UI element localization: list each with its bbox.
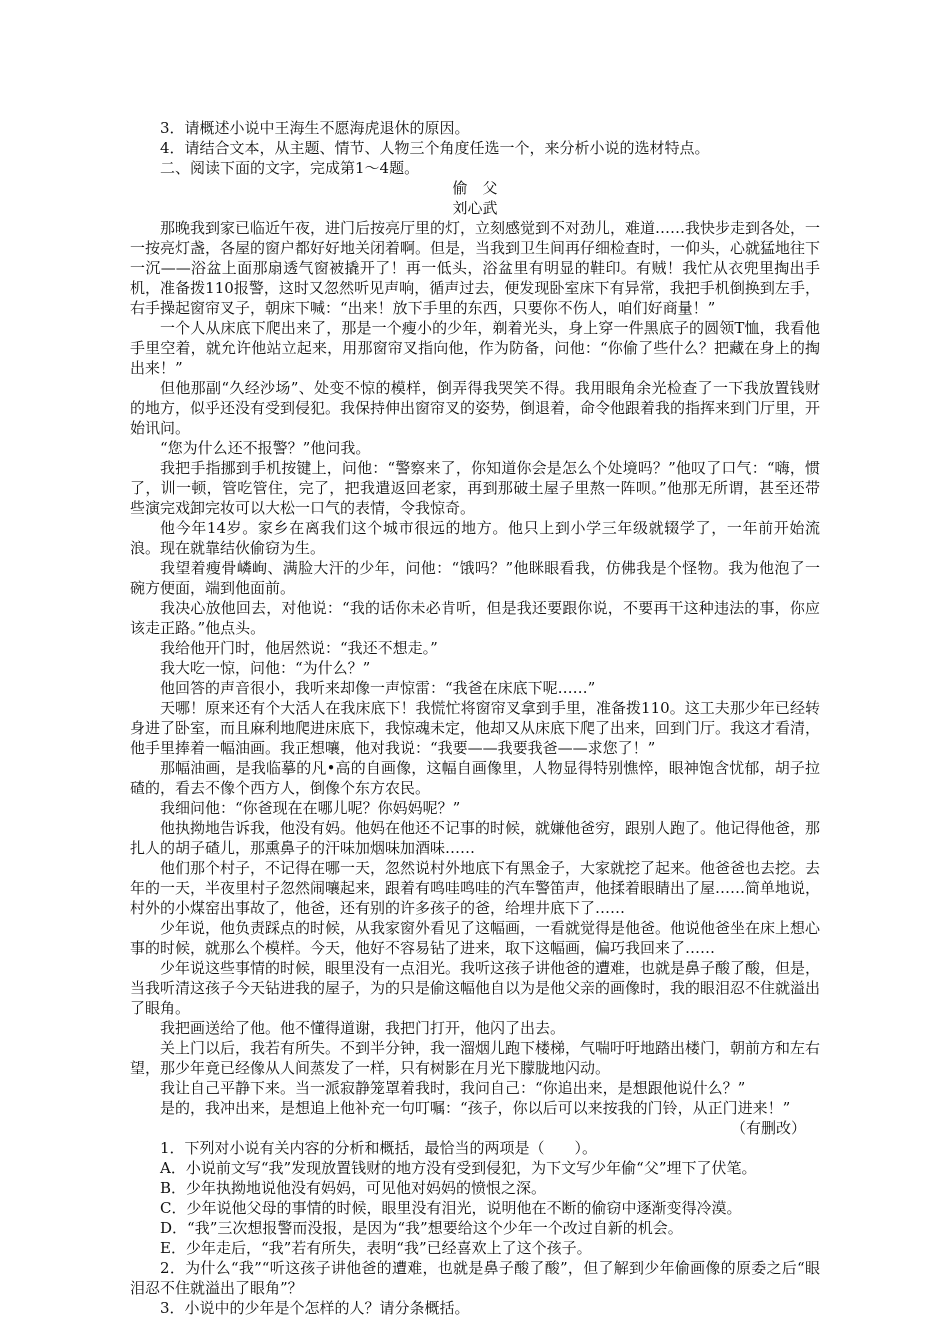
story-title: 偷 父 <box>452 179 498 197</box>
story-paragraph: 那幅油画，是我临摹的凡•高的自画像，这幅自画像里，人物显得特别憔悴，眼神饱含忧郁，胡子拉碴的，看去不像个西方人，倒像个东方农民。 <box>130 759 820 797</box>
story-paragraph: 他回答的声音很小，我听来却像一声惊雷：“我爸在床底下呢……” <box>160 679 596 697</box>
story-paragraph: 我望着瘦骨嶙峋、满脸大汗的少年，问他：“饿吗？”他眯眼看我，仿佛我是个怪物。我为他泡了一碗方便面，端到他面前。 <box>130 559 820 597</box>
story-paragraph: 我把手指挪到手机按键上，问他：“警察来了，你知道你会是怎么个处境吗？”他叹了口气：“嗨，惯了，训一顿，管吃管住，完了，把我遣返回老家，再到那破土屋子里熬一阵呗。”他那无所谓，甚至还带些演完戏卸完妆可以大松一口气的表情，令我惊奇。 <box>130 459 820 517</box>
story-paragraph: 他今年14岁。家乡在离我们这个城市很远的地方。他只上到小学三年级就辍学了，一年前开始流浪。现在就靠结伙偷窃为生。 <box>130 519 820 557</box>
story-paragraph: 那晚我到家已临近午夜，进门后按亮厅里的灯，立刻感觉到不对劲儿，难道……我快步走到各处，一一按亮灯盏，各屋的窗户都好好地关闭着啊。但是，当我到卫生间再仔细检查时，一仰头，心就猛地往下一沉——浴盆上面那扇透气窗被撬开了！再一低头，浴盆里有明显的鞋印。有贼！我忙从衣兜里掏出手机，准备拨110报警，这时又忽然听见声响，循声过去，便发现卧室床下有异常，我把手机倒换到左手，右手操起窗帘叉子，朝床下喊：“出来！放下手里的东西，只要你不伤人，咱们好商量！” <box>130 219 821 317</box>
story-paragraph: 我细问他：“你爸现在在哪儿呢？你妈妈呢？” <box>160 799 461 817</box>
story-paragraph: 我让自己平静下来。当一派寂静笼罩着我时，我问自己：“你追出来，是想跟他说什么？” <box>160 1079 746 1097</box>
question: 2．为什么“我”“听这孩子讲他爸的遭难，也就是鼻子酸了酸”，但了解到少年偷画像的原委之后“眼泪忍不住就溢出了眼角”？ <box>130 1259 820 1297</box>
intro-question: 4．请结合文本，从主题、情节、人物三个角度任选一个，来分析小说的选材特点。 <box>160 139 710 157</box>
question: 1．下列对小说有关内容的分析和概括，最恰当的两项是（ ）。 <box>160 1139 598 1157</box>
story-paragraph: 他执拗地告诉我，他没有妈。他妈在他还不记事的时候，就嫌他爸穷，跟别人跑了。他记得他爸，那扎人的胡子碴儿，那熏鼻子的汗味加烟味加酒味…… <box>130 819 821 857</box>
intro-question: 3．请概述小说中王海生不愿海虎退休的原因。 <box>160 119 470 137</box>
answer-option-e: E．少年走后，“我”若有所失，表明“我”已经喜欢上了这个孩子。 <box>160 1239 592 1257</box>
story-paragraph: 一个人从床底下爬出来了，那是一个瘦小的少年，剃着光头，身上穿一件黑底子的圆领T恤，我看他手里空着，就允许他站立起来，用那窗帘叉指向他，作为防备，问他：“你偷了些什么？把藏在身上的掏出来！” <box>130 319 820 377</box>
story-paragraph: 我决心放他回去，对他说：“我的话你未必肯听，但是我还要跟你说，不要再干这种违法的事，你应该走正路。”他点头。 <box>130 599 820 637</box>
section-heading: 二、阅读下面的文字，完成第1～4题。 <box>160 159 420 177</box>
story-paragraph: 我大吃一惊，问他：“为什么？” <box>160 659 371 677</box>
document-page <box>130 118 820 1318</box>
story-paragraph: 是的，我冲出来，是想追上他补充一句叮嘱：“孩子，你以后可以来按我的门铃，从正门进来！” <box>160 1099 791 1117</box>
story-paragraph: 少年说这些事情的时候，眼里没有一点泪光。我听这孩子讲他爸的遭难，也就是鼻子酸了酸，但是，当我听清这孩子今天钻进我的屋子，为的只是偷这幅他自以为是他父亲的画像时，我的眼泪忍不住就溢出了眼角。 <box>130 959 821 1017</box>
source-note: （有删改） <box>730 1119 806 1137</box>
answer-option-b: B．少年执拗地说他没有妈妈，可见他对妈妈的愤恨之深。 <box>160 1179 547 1197</box>
story-paragraph: 他们那个村子，不记得在哪一天，忽然说村外地底下有黑金子，大家就挖了起来。他爸爸也去挖。去年的一天，半夜里村子忽然闹嚷起来，跟着有鸣哇鸣哇的汽车警笛声，他揉着眼睛出了屋……简单地说，村外的小煤窑出事故了，他爸，还有别的许多孩子的爸，给埋井底下了…… <box>130 859 821 917</box>
story-paragraph: 少年说，他负责踩点的时候，从我家窗外看见了这幅画，一看就觉得是他爸。他说他爸坐在床上想心事的时候，就那么个模样。今天，他好不容易钻了进来，取下这幅画，偏巧我回来了…… <box>130 919 821 957</box>
question: 3．小说中的少年是个怎样的人？请分条概括。 <box>160 1299 470 1317</box>
story-paragraph: 但他那副“久经沙场”、处变不惊的模样，倒弄得我哭笑不得。我用眼角余光检查了一下我放置钱财的地方，似乎还没有受到侵犯。我保持伸出窗帘叉的姿势，倒退着，命令他跟着我的指挥来到门厅里，开始讯问。 <box>130 379 821 437</box>
story-paragraph: 关上门以后，我若有所失。不到半分钟，我一溜烟儿跑下楼梯，气喘吁吁地踏出楼门，朝前方和左右望，那少年竟已经像从人间蒸发了一样，只有树影在月光下朦胧地闪动。 <box>130 1039 821 1077</box>
story-paragraph: 我把画送给了他。他不懂得道谢，我把门打开，他闪了出去。 <box>160 1019 566 1037</box>
answer-option-a: A．小说前文写“我”发现放置钱财的地方没有受到侵犯，为下文写少年偷“父”埋下了伏笔。 <box>160 1159 757 1177</box>
answer-option-d: D．“我”三次想报警而没报，是因为“我”想要给这个少年一个改过自新的机会。 <box>160 1219 683 1237</box>
answer-option-c: C．少年说他父母的事情的时候，眼里没有泪光，说明他在不断的偷窃中逐渐变得冷漠。 <box>160 1199 742 1217</box>
story-paragraph: “您为什么还不报警？”他问我。 <box>160 439 371 457</box>
story-paragraph: 天哪！原来还有个大活人在我床底下！我慌忙将窗帘叉拿到手里，准备拨110。这工夫那少年已经转身进了卧室，而且麻利地爬进床底下，我惊魂未定，他却又从床底下爬了出来，回到门厅。我这才看清，他手里捧着一幅油画。我正想嚷，他对我说：“我要——我要我爸——求您了！” <box>130 699 821 757</box>
story-paragraph: 我给他开门时，他居然说：“我还不想走。” <box>160 639 438 657</box>
story-author: 刘心武 <box>452 199 498 217</box>
